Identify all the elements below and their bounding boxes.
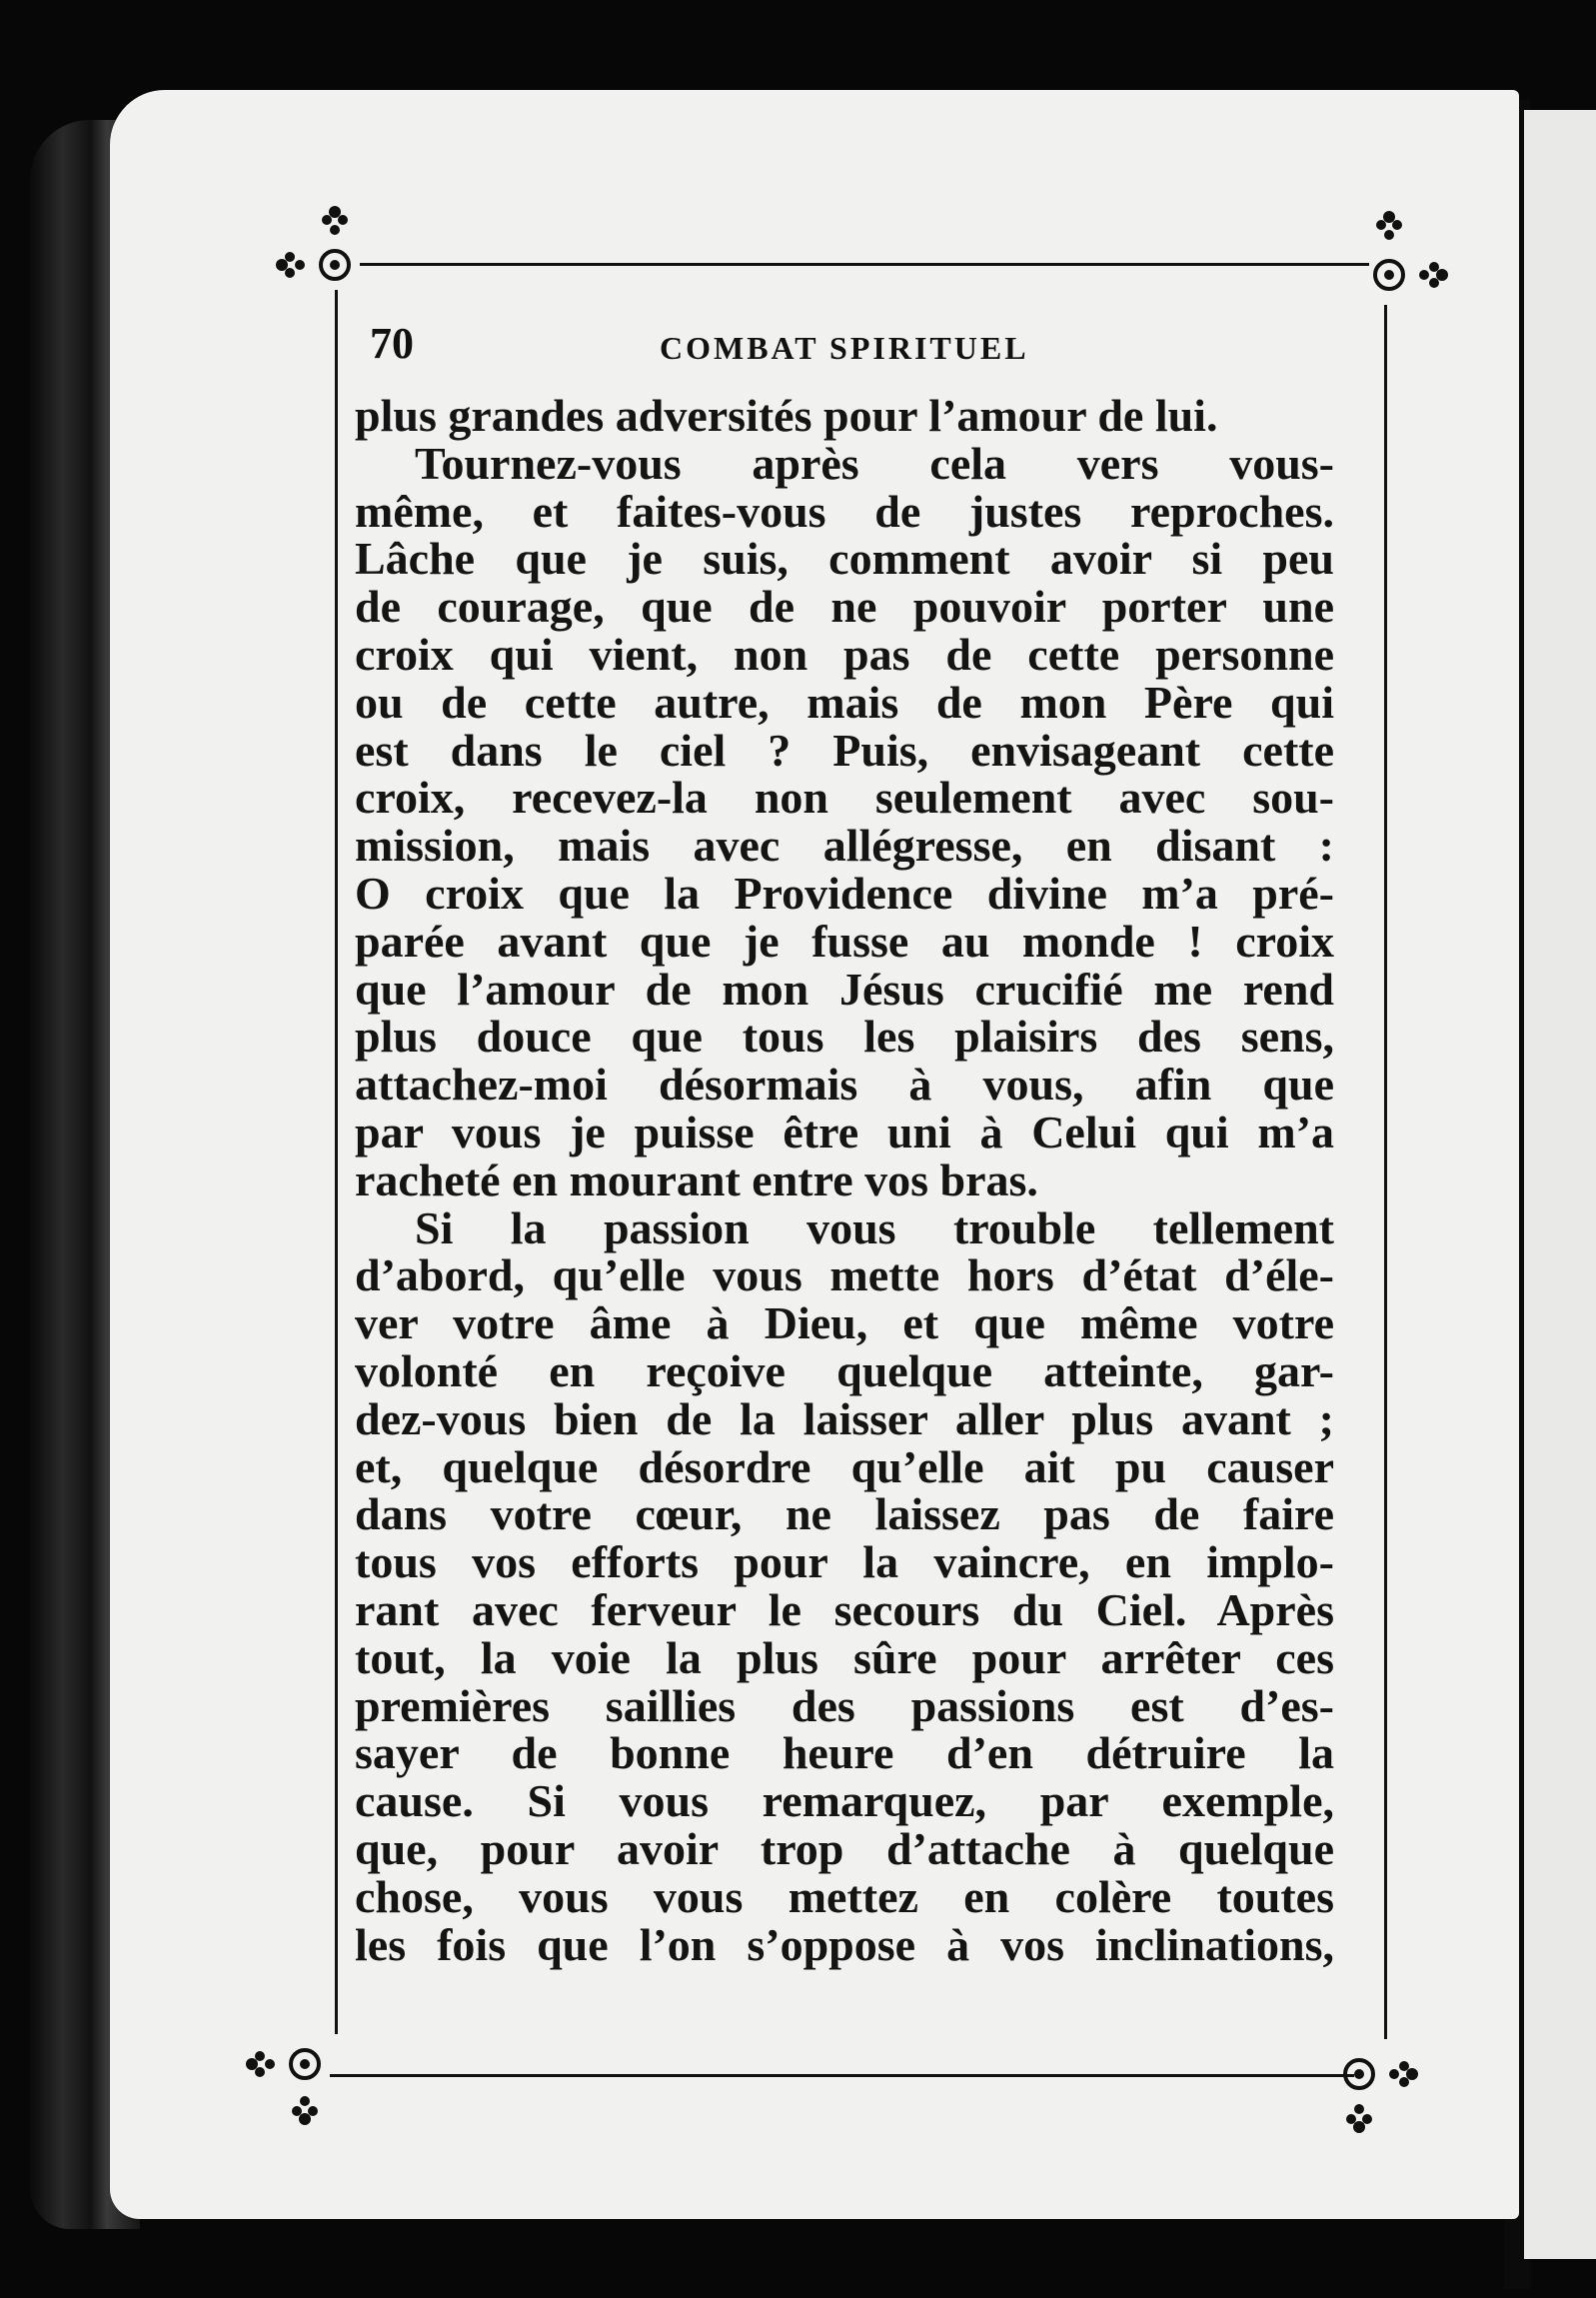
text-line: O croix que la Providence divine m’a pré- <box>355 867 1334 919</box>
text-line: sayer de bonne heure d’en détruire la <box>355 1727 1334 1779</box>
text-line: de courage, que de ne pouvoir porter une <box>355 581 1334 633</box>
frame-right-rule <box>1384 305 1387 2039</box>
running-title: COMBAT SPIRITUEL <box>660 330 1029 366</box>
text-line: plus douce que tous les plaisirs des sens, <box>355 1011 1334 1063</box>
page-header <box>370 318 1359 378</box>
text-line: Si la passion vous trouble tellement <box>415 1201 1334 1253</box>
text-line: cause. Si vous remarquez, par exemple, <box>355 1775 1334 1827</box>
text-line: Lâche que je suis, comment avoir si peu <box>355 533 1334 585</box>
adjacent-page-edge <box>1524 110 1596 2259</box>
frame-top-rule <box>360 263 1369 266</box>
corner-ornament-bottom-right <box>1304 2019 1424 2139</box>
text-line: rant avec ferveur le secours du Ciel. Après <box>355 1583 1334 1635</box>
text-line: attachez-moi désormais à vous, afin que <box>355 1059 1334 1111</box>
body-text <box>355 392 1334 1968</box>
text-line: que, pour avoir trop d’attache à quelque <box>355 1822 1334 1874</box>
text-line: racheté en mourant entre vos bras. <box>355 1153 1038 1205</box>
text-line: croix, recevez-la non seulement avec sou- <box>355 772 1334 824</box>
text-line: ver votre âme à Dieu, et que même votre <box>355 1297 1334 1349</box>
text-line: les fois que l’on s’oppose à vos inclinations, <box>355 1918 1334 1970</box>
text-line: dans votre cœur, ne laissez pas de faire <box>355 1488 1334 1540</box>
text-line: dez-vous bien de la laisser aller plus avant ; <box>355 1392 1334 1444</box>
text-line: plus grandes adversités pour l’amour de lui. <box>355 390 1218 441</box>
text-line: par vous je puisse être uni à Celui qui m’a <box>355 1106 1334 1157</box>
text-line: est dans le ciel ? Puis, envisageant cette <box>355 724 1334 776</box>
frame-left-rule <box>335 290 338 2034</box>
text-line: premières saillies des passions est d’es- <box>355 1679 1334 1731</box>
text-line: mission, mais avec allégresse, en disant : <box>355 820 1334 872</box>
text-line: Tournez-vous après cela vers vous- <box>415 437 1334 489</box>
text-line: croix qui vient, non pas de cette personne <box>355 628 1334 680</box>
text-line: même, et faites-vous de justes reproches. <box>355 485 1334 537</box>
text-line: tous vos efforts pour la vaincre, en implo- <box>355 1536 1334 1588</box>
text-line: que l’amour de mon Jésus crucifié me rend <box>355 963 1334 1015</box>
text-line: d’abord, qu’elle vous mette hors d’état d’éle- <box>355 1249 1334 1301</box>
corner-ornament-top-right <box>1334 195 1454 315</box>
corner-ornament-top-left <box>270 190 390 310</box>
frame-bottom-rule <box>330 2074 1354 2077</box>
corner-ornament-bottom-left <box>240 2019 360 2139</box>
text-line: ou de cette autre, mais de mon Père qui <box>355 676 1334 728</box>
text-line: volonté en reçoive quelque atteinte, gar- <box>355 1344 1334 1396</box>
text-line: parée avant que je fusse au monde ! croix <box>355 915 1334 967</box>
page-number: 70 <box>370 319 414 368</box>
text-line: chose, vous vous mettez en colère toutes <box>355 1870 1334 1922</box>
text-line: tout, la voie la plus sûre pour arrêter ces <box>355 1631 1334 1683</box>
text-line: et, quelque désordre qu’elle ait pu causer <box>355 1440 1334 1492</box>
